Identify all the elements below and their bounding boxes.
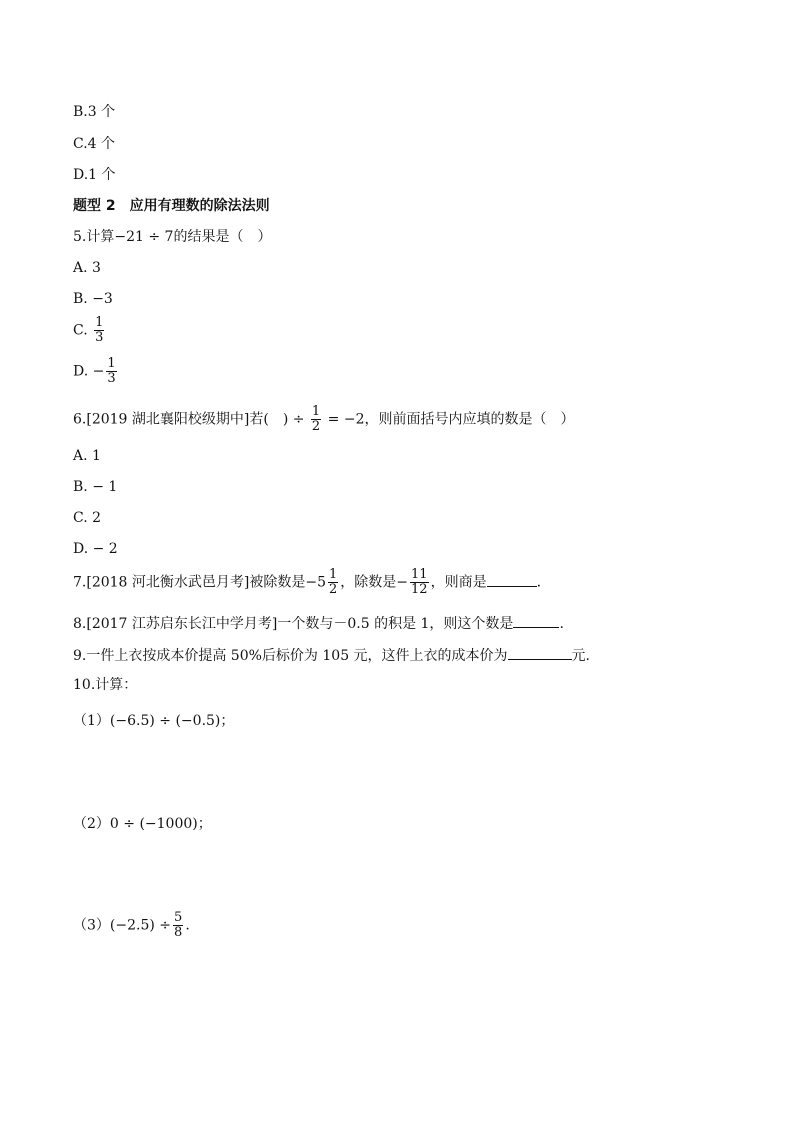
fraction-numerator: 1 (95, 315, 104, 330)
q8-end: . (559, 616, 564, 632)
q10-part-3-end: . (185, 917, 190, 934)
q8-text: 8.[2017 江苏启东长江中学月考]一个数与－0.5 的积是 1，则这个数是 (73, 616, 514, 632)
q5-option-d (73, 357, 119, 386)
fraction-denominator: 3 (95, 330, 104, 345)
q5-option-d-sign: − (92, 363, 105, 380)
fraction-numerator: 11 (411, 567, 428, 582)
q10-part-2-expression: 0 ÷ (−1000)； (109, 816, 212, 832)
q10-part-1-label: （1） (73, 713, 110, 729)
q5-option-a: A. 3 (73, 260, 101, 276)
q8-answer-blank[interactable] (513, 613, 559, 628)
q7-mid: ，除数是 (340, 574, 397, 591)
q6-stem-suffix: = −2，则前面括号内应填的数是（ ） (327, 411, 575, 428)
q7-stem (73, 568, 541, 597)
q5-option-d-fraction (106, 357, 116, 386)
option-b-prev: B.3 个 (73, 104, 116, 120)
q7-prefix: 7.[2018 河北衡水武邑月考]被除数是 (73, 574, 306, 591)
fraction-numerator: 5 (174, 910, 183, 925)
q10-part-3-expression: (−2.5) ÷ (109, 917, 172, 934)
q9-answer-blank[interactable] (508, 645, 572, 660)
option-d-prev: D.1 个 (73, 167, 116, 183)
q5-option-c (73, 316, 106, 345)
fraction-numerator: 1 (107, 356, 116, 371)
q6-fraction (311, 405, 321, 434)
q7-divisor-fraction (410, 568, 429, 597)
q10-part-3-label: （3） (73, 917, 110, 934)
q5-expression: −21 ÷ 7 (114, 229, 174, 245)
q7-suffix: ，则商是 (430, 574, 487, 591)
q5-option-c-fraction (94, 316, 104, 345)
q5-option-b: B. −3 (73, 291, 113, 307)
q7-end: . (536, 574, 542, 591)
q6-option-d: D. − 2 (73, 541, 118, 557)
q10-part-2-label: （2） (73, 816, 110, 832)
fraction-denominator: 2 (311, 419, 321, 434)
q10-title: 10.计算： (73, 677, 138, 693)
q6-option-c: C. 2 (73, 510, 102, 526)
q7-divisor-sign: − (396, 574, 409, 591)
q6-stem-prefix: 6.[2019 湖北襄阳校级期中]若( ) ÷ (73, 411, 305, 428)
fraction-denominator: 3 (107, 371, 116, 386)
q5-stem-prefix: 5.计算 (73, 229, 115, 245)
q6-option-b: B. − 1 (73, 479, 118, 495)
q9-text: 9.一件上衣按成本价提高 50%后标价为 105 元，这件上衣的成本价为 (73, 648, 508, 664)
fraction-denominator: 12 (411, 582, 428, 597)
q5-stem-suffix: 的结果是（ ） (173, 229, 272, 245)
q10-part-1 (73, 712, 234, 730)
q10-part-3 (73, 911, 190, 940)
q10-part-3-fraction (173, 911, 183, 940)
q5-stem (73, 228, 271, 246)
q8-stem (73, 613, 564, 633)
q9-end: 元. (571, 648, 590, 664)
q9-stem (73, 645, 590, 665)
q6-stem (73, 405, 574, 434)
q5-option-d-label: D. (73, 363, 89, 380)
fraction-denominator: 8 (174, 925, 183, 940)
q7-answer-blank[interactable] (487, 572, 537, 587)
q6-option-a: A. 1 (73, 448, 101, 464)
section-title: 题型 2 应用有理数的除法法则 (73, 198, 270, 214)
q10-part-2 (73, 815, 212, 833)
q7-dividend-whole: −5 (305, 574, 327, 591)
q5-option-c-label: C. (73, 322, 88, 339)
q7-dividend-fraction (328, 568, 338, 597)
fraction-denominator: 2 (329, 582, 338, 597)
option-c-prev: C.4 个 (73, 136, 116, 152)
fraction-numerator: 1 (311, 404, 321, 419)
q10-part-1-expression: (−6.5) ÷ (−0.5)； (109, 713, 235, 729)
fraction-numerator: 1 (329, 567, 338, 582)
